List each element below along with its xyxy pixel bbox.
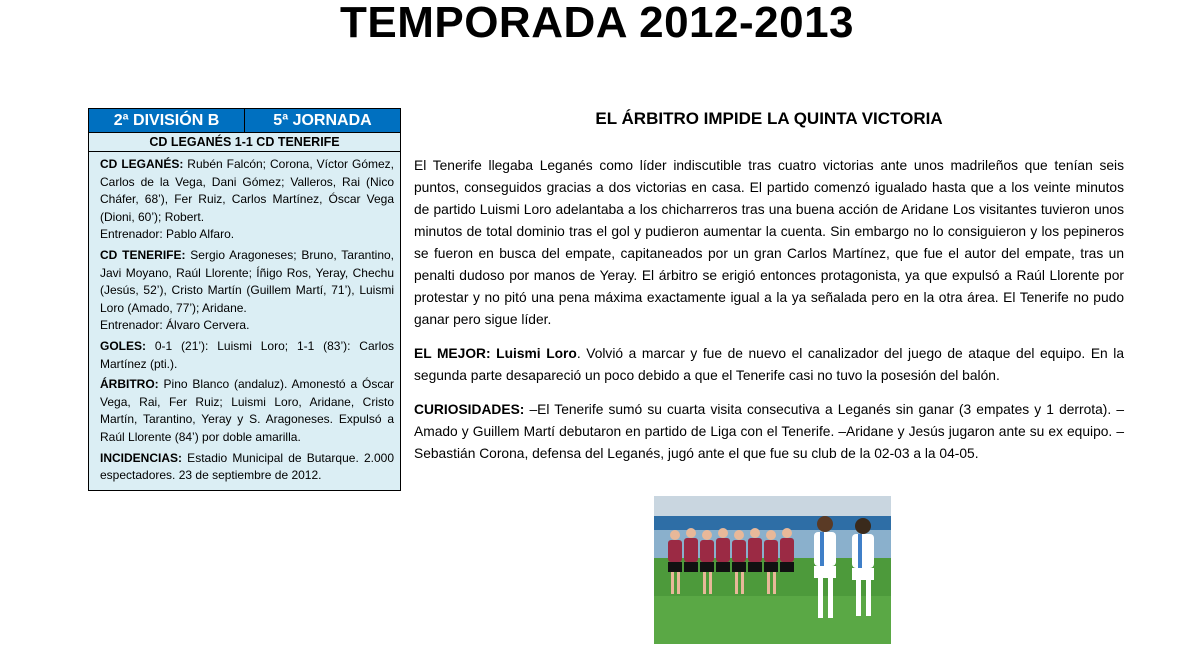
goals-label: GOLES: [100,338,147,353]
goals [100,338,394,373]
curiosities-label: CURIOSIDADES: [414,402,525,417]
tenerife-coach: Entrenador: Álvaro Cervera. [100,318,250,333]
match-result: CD LEGANÉS 1-1 CD TENERIFE [89,133,400,152]
match-info-box [88,108,401,491]
referee-label: ÁRBITRO: [100,377,159,392]
referee [100,376,394,446]
leganes-players: Rubén Falcón; Corona, Víctor Gómez, Carlos de la Vega, Dani Gómez; Valleros, Rai (Nico Cháfer, 68’), Fer Ruiz, Carlos Martínez, Óscar Vega (Dioni, 60’); Robert. [100,157,394,224]
curiosities-text: –El Tenerife sumó su cuarta visita consecutiva a Leganés sin ganar (3 empates y 1 derrota). –Amado y Guillem Martí debutaron en partido de Liga con el Tenerife. –Aridane y Jesús jugaron ante su ex equipo. –Sebastián Corona, defensa del Leganés, jugó ante el que fue su club de la 02-03 a la 04-05. [414,402,1124,461]
curiosities-paragraph [414,399,1124,465]
page-title: TEMPORADA 2012-2013 [339,0,855,47]
incidents [100,450,394,485]
match-info-header [89,109,400,133]
tenerife-lineup [100,247,394,335]
incidents-text: Estadio Municipal de Butarque. 2.000 espectadores. 23 de septiembre de 2012. [100,450,394,483]
match-info-body [89,152,400,490]
best-player-label: EL MEJOR: Luismi Loro [414,346,577,361]
article-headline: EL ÁRBITRO IMPIDE LA QUINTA VICTORIA [595,109,943,128]
leganes-coach: Entrenador: Pablo Alfaro. [100,227,235,242]
tenerife-players: Sergio Aragoneses; Bruno, Tarantino, Javi Moyano, Raúl Llorente; Íñigo Ros, Yeray, Chechu (Jesús, 52’), Cristo Martín (Guillem Martí, 71’), Luismi Loro (Amado, 77’); Aridane. [100,247,394,315]
tenerife-label: CD TENERIFE: [100,247,186,262]
best-player-text: . Volvió a marcar y fue de nuevo el canalizador del juego de ataque del equipo. En la segunda parte desapareció un poco debido a que el Tenerife casi no tuvo la posesión del balón. [414,346,1125,383]
jornada-label: 5ª JORNADA [273,112,372,129]
football-players-image [654,496,891,644]
best-player-paragraph [414,343,1124,387]
match-photo [654,496,891,644]
article-body [414,155,1124,477]
leganes-lineup [100,156,394,244]
referee-text: Pino Blanco (andaluz). Amonestó a Óscar Vega, Rai, Fer Ruiz; Luismi Loro, Aridane, Cristo Martín, Tarantino, Yeray y S. Aragoneses. Expulsó a Raúl Llorente (84’) por doble amarilla. [100,377,394,444]
incidents-label: INCIDENCIAS: [100,450,183,465]
article-paragraph: El Tenerife llegaba Leganés como líder indiscutible tras cuatro victorias ante unos madrileños que tenían seis puntos, conseguidos gracias a dos victorias en casa. El partido comenzó igualado hasta que a los veinte minutos de partido Luismi Loro adelantaba a los chicharreros tras una buena acción de Aridane Los visitantes tuvieron unos minutos de total dominio tras el gol y pudieron aumentar la cuenta. Sin embargo no lo consiguieron y los pepineros se fueron en busca del empate, capitaneados por un gran Carlos Martínez, que fue el autor del empate, tras un penalti dudoso por manos de Yeray. El árbitro se erigió entonces protagonista, ya que expulsó a Raúl Llorente por protestar y no pitó una pena máxima exactamente igual a la ya señalada pero en la otra área. El Tenerife no pudo ganar pero sigue líder. [414,158,1124,327]
goals-text: 0-1 (21’): Luismi Loro; 1-1 (83’): Carlos Martínez (pti.). [100,338,394,371]
division-label: 2ª DIVISIÓN B [89,109,245,132]
leganes-label: CD LEGANÉS: [100,157,184,171]
